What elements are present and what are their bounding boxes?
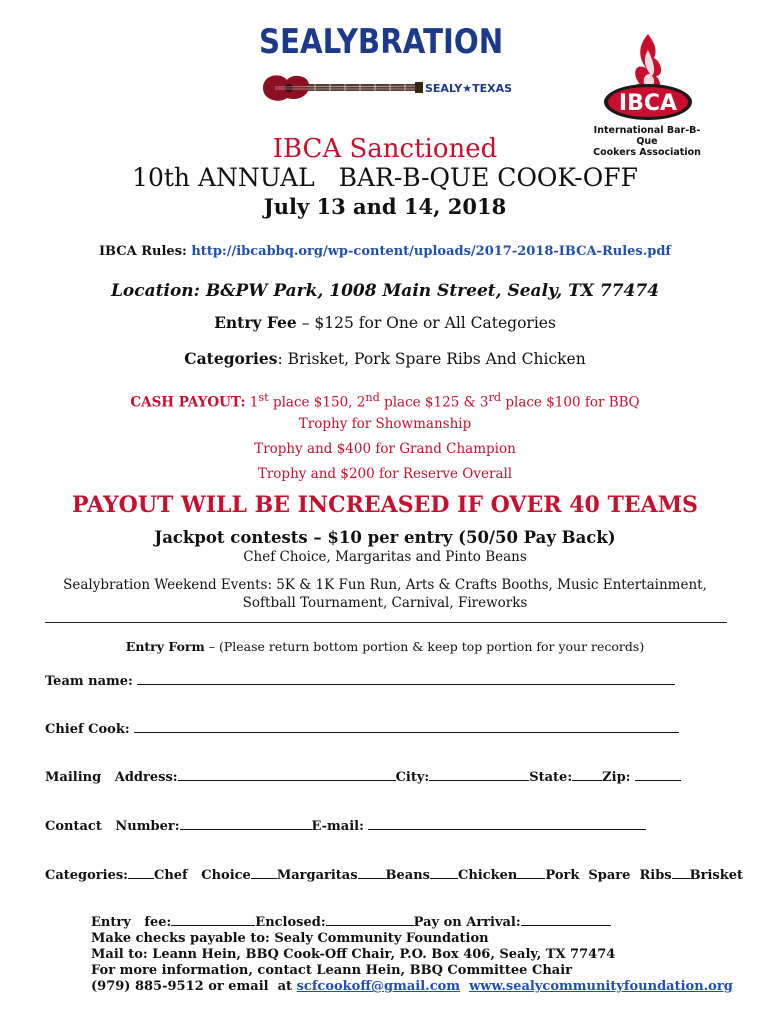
jackpot-sub: Chef Choice, Margaritas and Pinto Beans: [243, 549, 527, 565]
chef-choice-checkbox[interactable]: [128, 866, 154, 879]
categories-label: Categories: [184, 349, 278, 368]
mailing-address-label: Mailing Address:: [45, 770, 178, 785]
categories-row: [45, 866, 743, 883]
email-label: E-mail:: [311, 819, 364, 834]
chicken-checkbox[interactable]: [430, 866, 458, 879]
jackpot-title: Jackpot contests – $10 per entry (50/50 Pay Back): [154, 528, 616, 547]
entry-fee-dash: –: [296, 314, 315, 332]
entry-fee-label: Entry Fee: [214, 313, 297, 332]
enclosed-label: Enclosed:: [255, 915, 326, 930]
ibca-caption-line1: International Bar-B-Que: [593, 125, 701, 147]
payout-third-sup: rd: [488, 391, 502, 404]
pork-ribs-label: Pork Spare Ribs: [545, 868, 672, 883]
payout-first-text: place $150, 2: [268, 394, 366, 411]
entry-form-note: (Please return bottom portion & keep top portion for your records): [218, 639, 645, 654]
brisket-checkbox[interactable]: [672, 866, 690, 879]
trophy-reserve-overall: Trophy and $200 for Reserve Overall: [257, 466, 513, 482]
mailing-row: [45, 768, 681, 785]
cash-payout-label: CASH PAYOUT:: [130, 394, 246, 411]
website-link[interactable]: www.sealycommunityfoundation.org: [469, 979, 733, 994]
zip-field[interactable]: [635, 768, 681, 781]
payout-notice: PAYOUT WILL BE INCREASED IF OVER 40 TEAMS: [72, 492, 698, 518]
pork-ribs-checkbox[interactable]: [517, 866, 545, 879]
team-name-label: Team name:: [45, 674, 133, 689]
chief-cook-field[interactable]: [134, 720, 679, 733]
form-categories-label: Categories:: [45, 868, 128, 883]
margaritas-label: Margaritas: [276, 868, 358, 883]
city-label: City:: [395, 770, 430, 785]
categories-text: : Brisket, Pork Spare Ribs And Chicken: [277, 350, 586, 368]
entry-form-dash: –: [204, 639, 219, 654]
beans-label: Beans: [385, 868, 430, 883]
payout-first: 1: [245, 394, 259, 411]
weekend-events-line2: Softball Tournament, Carnival, Fireworks: [242, 595, 528, 611]
rules-label: IBCA Rules:: [98, 244, 187, 259]
cash-payout-line: [0, 391, 770, 411]
contact-number-field[interactable]: [180, 817, 312, 830]
contact-number-label: Contact Number:: [45, 819, 180, 834]
brisket-label: Brisket: [689, 868, 744, 883]
payout-second-text: place $125 & 3: [379, 394, 489, 411]
sealybration-wordmark: SEALYBRATION: [259, 22, 504, 62]
payout-third-text: place $100 for BBQ: [501, 394, 640, 411]
chef-choice-label: Chef Choice: [153, 868, 251, 883]
enclosed-field[interactable]: [326, 913, 414, 926]
rules-link[interactable]: http://ibcabbq.org/wp-content/uploads/2017-2018-IBCA-Rules.pdf: [191, 244, 672, 259]
contact-line: [91, 979, 751, 995]
rules-line: [0, 244, 770, 259]
sanction-heading: IBCA Sanctioned: [272, 134, 498, 164]
payout-first-sup: st: [258, 391, 269, 404]
contact-row: [45, 817, 646, 834]
location: Location: B&PW Park, 1008 Main Street, Sealy, TX 77474: [110, 281, 660, 301]
state-label: State:: [529, 770, 573, 785]
chief-cook-row: [45, 720, 679, 737]
team-name-row: [45, 672, 675, 689]
payment-info: [91, 913, 751, 995]
entry-form-line: [0, 639, 770, 654]
payment-fields-row: [91, 913, 751, 931]
mailing-address-field[interactable]: [178, 768, 396, 781]
entry-fee-form-label: Entry fee:: [91, 915, 172, 930]
flame-icon: [596, 32, 700, 124]
city-field[interactable]: [429, 768, 529, 781]
ibca-mark: IBCA: [618, 91, 678, 116]
pay-on-arrival-field[interactable]: [521, 913, 611, 926]
entry-fee-text: $125 for One or All Categories: [314, 314, 556, 332]
categories-line: [0, 349, 770, 368]
payout-second-sup: nd: [365, 391, 380, 404]
entry-form-label: Entry Form: [125, 639, 205, 654]
trophy-showmanship: Trophy for Showmanship: [298, 416, 472, 432]
pay-on-arrival-label: Pay on Arrival:: [413, 915, 521, 930]
checks-payable: Make checks payable to: Sealy Community Foundation: [91, 931, 489, 946]
sealybration-logo: [255, 22, 515, 106]
event-dates: July 13 and 14, 2018: [263, 194, 507, 219]
trophy-grand-champion: Trophy and $400 for Grand Champion: [254, 441, 516, 457]
entry-fee-field[interactable]: [171, 913, 255, 926]
margaritas-checkbox[interactable]: [251, 866, 277, 879]
chicken-label: Chicken: [458, 868, 518, 883]
sealy-texas-label: SEALY★TEXAS: [425, 82, 513, 95]
team-name-field[interactable]: [137, 672, 675, 685]
more-info: For more information, contact Leann Hein, BBQ Committee Chair: [91, 963, 572, 978]
state-field[interactable]: [572, 768, 602, 781]
entry-fee-line: [0, 313, 770, 332]
phone-text: (979) 885-9512 or email at: [91, 979, 297, 994]
section-divider: [45, 622, 727, 623]
mail-to: Mail to: Leann Hein, BBQ Cook-Off Chair, P.O. Box 406, Sealy, TX 77474: [91, 947, 616, 962]
ibca-caption-line2: Cookers Association: [593, 147, 701, 158]
chief-cook-label: Chief Cook:: [45, 722, 130, 737]
event-title: 10th ANNUAL BAR-B-QUE COOK-OFF: [132, 163, 638, 192]
beans-checkbox[interactable]: [358, 866, 386, 879]
email-field[interactable]: [368, 817, 646, 830]
email-link[interactable]: scfcookoff@gmail.com: [296, 979, 461, 994]
weekend-events-line1: Sealybration Weekend Events: 5K & 1K Fun Run, Arts & Crafts Booths, Music Entertainment,: [63, 577, 707, 593]
zip-label: Zip:: [602, 770, 631, 785]
